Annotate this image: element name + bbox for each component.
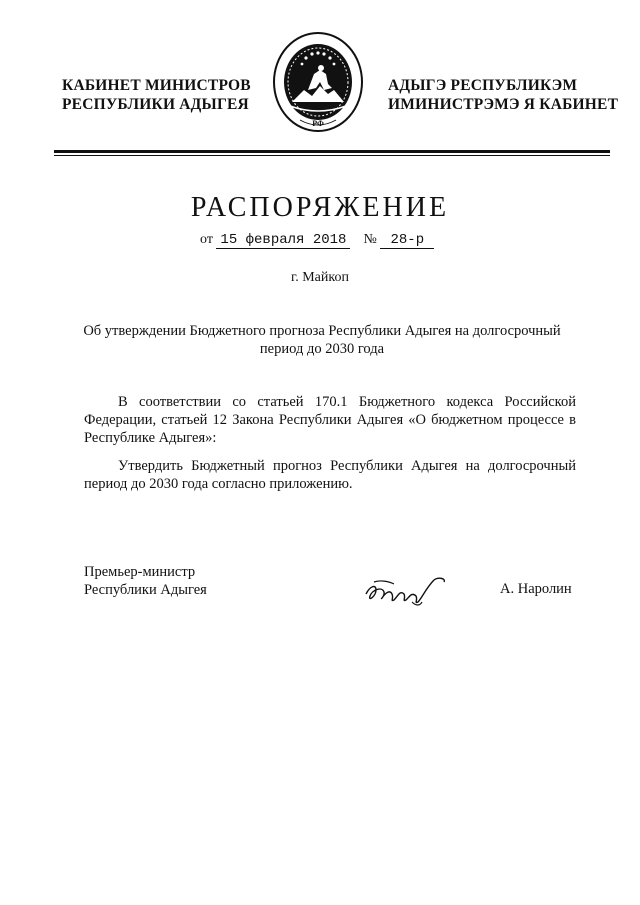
document-title: РАСПОРЯЖЕНИЕ [190,192,450,223]
dateline [200,232,434,249]
city: г. Майкоп [291,270,349,285]
handwritten-signature [360,572,452,612]
date-value: 15 февраля 2018 [216,232,350,249]
header-right [388,76,618,114]
paragraph-decision [84,457,576,493]
header-right-line2: ИМИНИСТРЭМЭ Я КАБИНЕТ [388,96,619,113]
header-right-line1: АДЫГЭ РЕСПУБЛИКЭМ [388,77,578,94]
header-left [62,76,251,114]
signatory-position [84,563,207,599]
signatory-position-line2: Республики Адыгея [84,582,207,598]
signatory-name: А. Наролин [500,581,572,597]
paragraph-basis [84,393,576,447]
paragraph-basis-text: В соответствии со статьей 170.1 Бюджетного кодекса Российской Федерации, статьей 12 Закона Республики Адыгея «О бюджетном процессе в Республике Адыгея»: [84,394,576,446]
header-rule-thick [54,150,610,153]
header-left-line1: КАБИНЕТ МИНИСТРОВ [62,77,251,94]
number-label: № [363,232,377,247]
paragraph-decision-text: Утвердить Бюджетный прогноз Республики Адыгея на долгосрочный период до 2030 года согласно приложению. [84,458,576,492]
number-value: 28-р [380,232,434,249]
header-rule-thin [54,155,610,156]
header-left-line2: РЕСПУБЛИКИ АДЫГЕЯ [62,96,249,113]
coat-of-arms-icon [272,30,364,134]
signatory-position-line1: Премьер-министр [84,564,196,580]
date-from-label: от [200,232,213,247]
emblem-bottom-text: РФ [312,119,324,128]
subject: Об утверждении Бюджетного прогноза Республики Адыгея на долгосрочный период до 2030 года [83,323,561,357]
